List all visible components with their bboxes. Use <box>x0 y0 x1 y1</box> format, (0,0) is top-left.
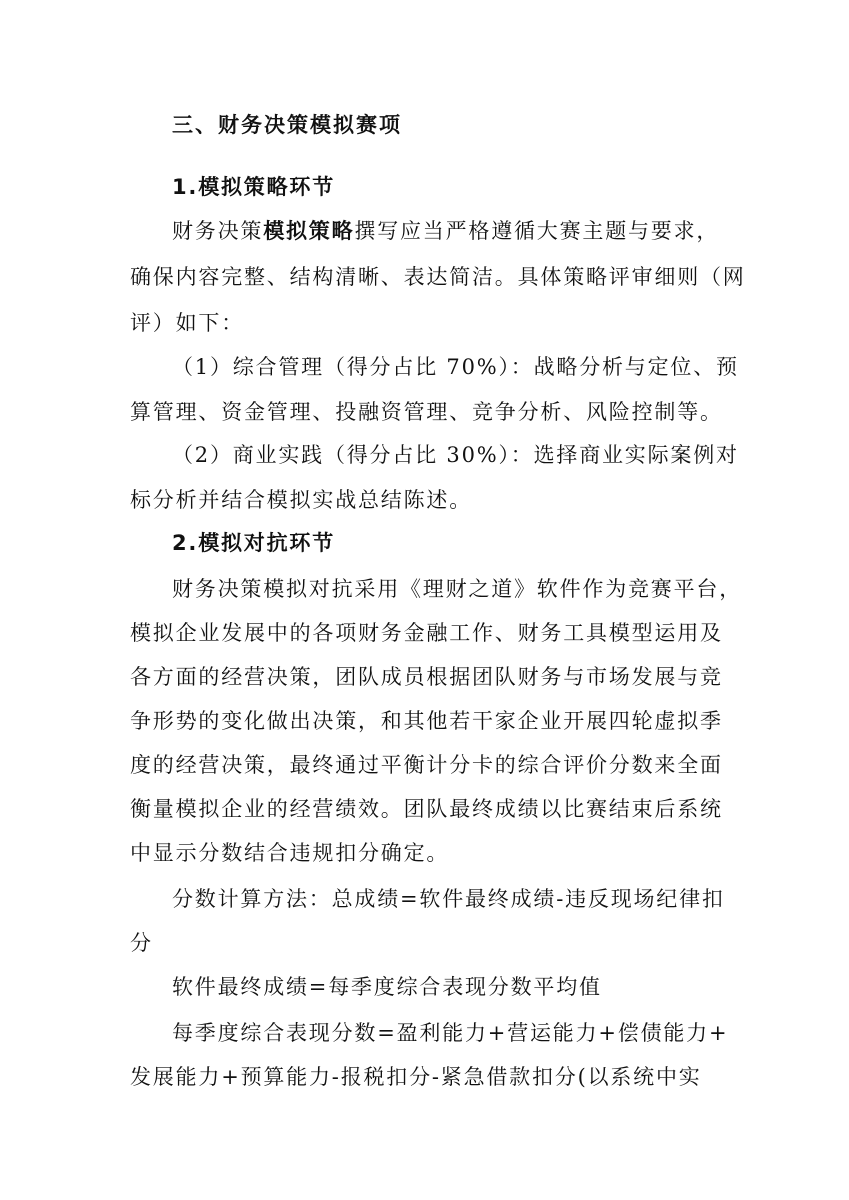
part2-paragraph-line4: 争形势的变化做出决策，和其他若干家企业开展四轮虚拟季 <box>130 709 723 733</box>
intro-prefix: 财务决策 <box>172 219 264 243</box>
intro-bold-term: 模拟策略 <box>263 218 355 243</box>
part2-paragraph-line5: 度的经营决策，最终通过平衡计分卡的综合评价分数来全面 <box>130 753 723 777</box>
part2-paragraph-line6: 衡量模拟企业的经营绩效。团队最终成绩以比赛结束后系统 <box>130 797 723 821</box>
criterion-2-line1: （2）商业实践（得分占比 30%）：选择商业实际案例对 <box>172 443 739 467</box>
formula-total-line1: 分数计算方法：总成绩=软件最终成绩-违反现场纪律扣 <box>172 887 725 911</box>
intro-suffix: 撰写应当严格遵循大赛主题与要求， <box>354 219 720 243</box>
part1-intro-line3: 评）如下： <box>130 311 244 335</box>
part2-paragraph-line2: 模拟企业发展中的各项财务金融工作、财务工具模型运用及 <box>130 621 723 645</box>
section-title: 三、财务决策模拟赛项 <box>172 113 402 137</box>
criterion-1-line2: 算管理、资金管理、投融资管理、竞争分析、风险控制等。 <box>130 400 723 424</box>
part2-paragraph-line7: 中显示分数结合违规扣分确定。 <box>130 841 450 865</box>
part2-paragraph-line1: 财务决策模拟对抗采用《理财之道》软件作为竞赛平台， <box>172 577 742 601</box>
part1-heading: 1.模拟策略环节 <box>172 175 335 199</box>
formula-total-line2: 分 <box>130 931 153 955</box>
formula-software: 软件最终成绩=每季度综合表现分数平均值 <box>172 975 602 999</box>
part2-paragraph-line3: 各方面的经营决策，团队成员根据团队财务与市场发展与竞 <box>130 665 723 689</box>
part1-intro-line2: 确保内容完整、结构清晰、表达简洁。具体策略评审细则（网 <box>130 265 746 289</box>
criterion-1-line1: （1）综合管理（得分占比 70%）：战略分析与定位、预 <box>172 355 739 379</box>
part1-intro-line1 <box>172 216 772 246</box>
criterion-2-line2: 标分析并结合模拟实战总结陈述。 <box>130 488 472 512</box>
part2-heading: 2.模拟对抗环节 <box>172 531 335 555</box>
formula-quarter-line1: 每季度综合表现分数=盈利能力+营运能力+偿债能力+ <box>172 1021 729 1045</box>
formula-quarter-line2: 发展能力+预算能力-报税扣分-紧急借款扣分(以系统中实 <box>130 1065 702 1089</box>
